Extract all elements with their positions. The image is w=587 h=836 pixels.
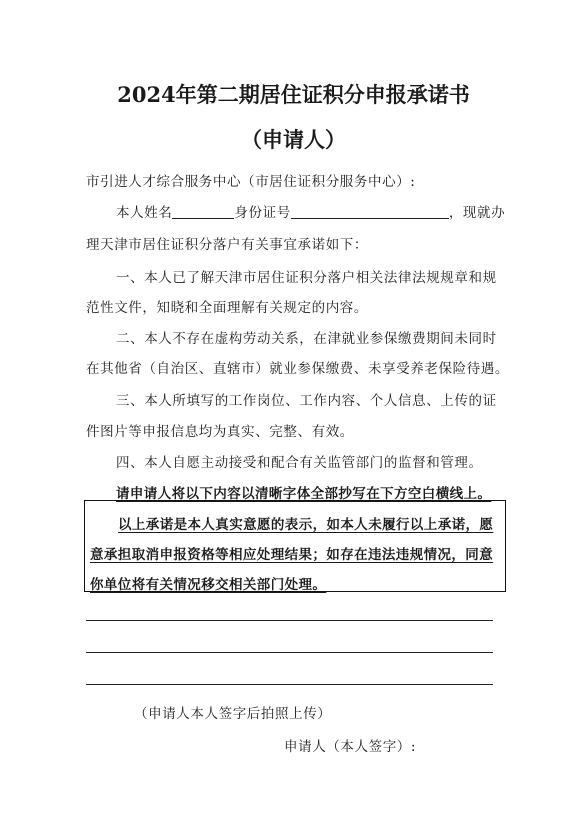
- name-blank[interactable]: [172, 204, 234, 219]
- document-title: 2024年第二期居住证积分申报承诺书: [117, 82, 470, 107]
- item-2-line-2: 在其他省（自治区、直辖市）就业参保缴费、未享受养老保险待遇。: [86, 361, 509, 377]
- intro-suffix: ，现就办: [448, 205, 506, 221]
- copy-blank-line-3[interactable]: [86, 684, 493, 685]
- id-number-blank[interactable]: [291, 204, 449, 219]
- item-1-line-1: 一、本人已了解天津市居住证积分落户相关法律法规规章和规: [116, 270, 497, 286]
- name-label: 本人姓名: [116, 205, 173, 221]
- copy-blank-line-2[interactable]: [86, 652, 493, 653]
- item-4-line-1: 四、本人自愿主动接受和配合有关监管部门的监督和管理。: [116, 455, 483, 471]
- item-3-line-1: 三、本人所填写的工作岗位、工作内容、个人信息、上传的证: [116, 393, 497, 409]
- pledge-line-3: 你单位将有关情况移交相关部门处理。: [90, 577, 327, 593]
- signature-label: 申请人（本人签字）:: [284, 739, 417, 755]
- signature-note: （申请人本人签字后拍照上传）: [134, 706, 332, 722]
- intro-line-1: [116, 201, 505, 221]
- pledge-line-1: 以上承诺是本人真实意愿的表示，如本人未履行以上承诺，愿: [118, 517, 494, 533]
- item-1-line-2: 范性文件，知晓和全面理解有关规定的内容。: [86, 300, 368, 316]
- copy-instruction: 请申请人将以下内容以清晰字体全部抄写在下方空白横线上。: [116, 486, 492, 502]
- id-label: 身份证号: [234, 205, 291, 221]
- pledge-line-2: 意承担取消申报资格等相应处理结果；如存在违法违规情况，同意: [90, 547, 494, 563]
- intro-line-2: 理天津市居住证积分落户有关事宜承诺如下：: [86, 237, 368, 253]
- document-subtitle: （申请人）: [241, 127, 346, 152]
- copy-blank-line-1[interactable]: [86, 620, 493, 621]
- addressee: 市引进人才综合服务中心（市居住证积分服务中心）:: [86, 174, 416, 190]
- item-2-line-1: 二、本人不存在虚构劳动关系，在津就业参保缴费期间未同时: [116, 331, 497, 347]
- item-3-line-2: 件图片等申报信息均为真实、完整、有效。: [86, 424, 354, 440]
